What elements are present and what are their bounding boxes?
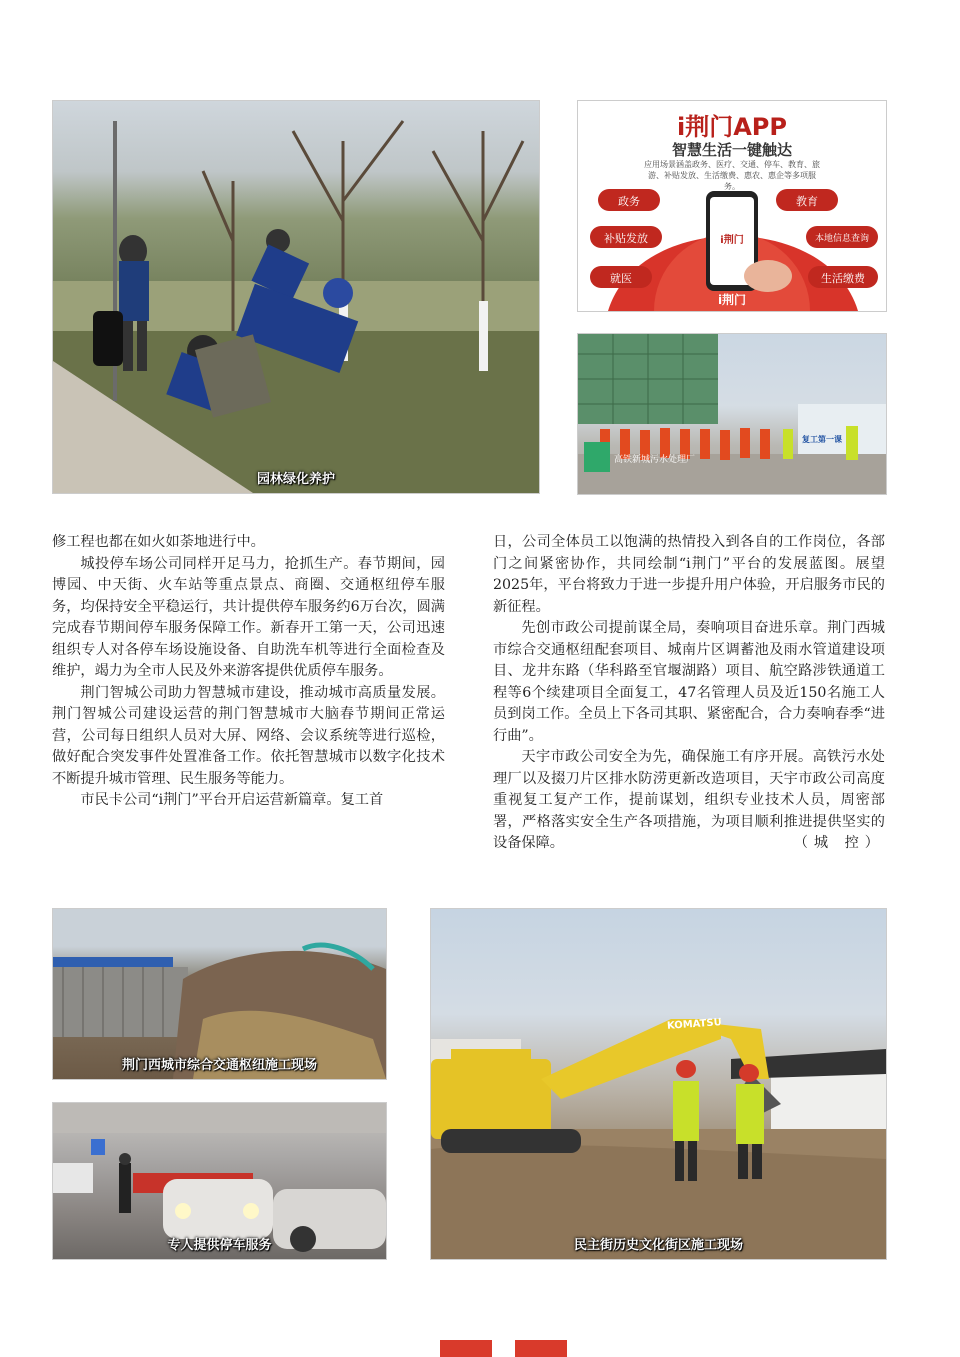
construction-caption: 荆门西城市综合交通枢纽施工现场 [121, 1058, 317, 1073]
right-paragraph-3 [493, 747, 885, 855]
right-text-column [493, 532, 885, 855]
meeting-illustration [578, 334, 886, 494]
parking-photo [52, 1102, 387, 1260]
app-tag-medical: 就医 [610, 272, 632, 285]
park-photo [52, 100, 540, 494]
right-paragraph-2: 先创市政公司提前谋全局，奏响项目奋进乐章。荆门西城市综合交通枢纽配套项目、城南片区调蓄池及雨水管道建设项目、龙井东路（华科路至官堰湖路）项目、航空路涉铁通道工程等6个续建项目全面复工，47名管理人员及近150名施工人员到岗工作。全员上下各司其职、紧密配合，合力奏响春季“进行曲”。 [493, 620, 885, 744]
park-caption: 园林绿化养护 [256, 472, 335, 487]
app-tag-info: 本地信息查询 [814, 234, 869, 244]
app-tag-edu: 教育 [796, 195, 818, 208]
phone-screen-text: i荆门 [720, 235, 744, 246]
excavator-caption: 民主街历史文化街区施工现场 [573, 1238, 743, 1253]
app-bottom-label: i荆门 [717, 293, 747, 307]
left-paragraph-3: 荆门智城公司助力智慧城市建设，推动城市高质量发展。荆门智城公司建设运营的荆门智慧城市大脑春节期间正常运营，公司每日组织人员对大屏、网络、会议系统等进行巡检，做好配合突发事件处置准备工作。依托智慧城市以数字化技术不断提升城市管理、民生服务等能力。 [52, 684, 445, 787]
left-text-column [52, 532, 445, 812]
meeting-banner-text: 复工第一课 [802, 435, 842, 444]
construction-photo [52, 908, 387, 1080]
app-tag-gov: 政务 [618, 195, 640, 208]
excavator-photo [430, 908, 887, 1260]
safety-meeting-photo [577, 333, 887, 495]
meeting-sign-text: 高铁新城污水处理厂 [614, 455, 696, 465]
article-signature: （城 控） [793, 835, 885, 851]
excavator-brand: KOMATSU [666, 1017, 723, 1032]
right-paragraph-1: 日，公司全体员工以饱满的热情投入到各自的工作岗位，各部门之间紧密协作，共同绘制“i荆门”平台的发展蓝图。展望2025年，平台将致力于进一步提升用户体验，开启服务市民的新征程。 [493, 534, 885, 615]
app-promo-image [577, 100, 887, 312]
app-tag-subsidy: 补贴发放 [604, 232, 648, 245]
page-marker-right [515, 1340, 567, 1357]
park-illustration [53, 101, 539, 493]
right-paragraph-3-text: 天宇市政公司安全为先，确保施工有序开展。高铁污水处理厂以及掇刀片区排水防涝更新改造项目，天宇市政公司高度重视复工复产工作，提前谋划，组织专业技术人员，周密部署，严格落实安全生产各项措施，为项目顺利推进提供坚实的设备保障。 [493, 749, 885, 851]
left-paragraph-4: 市民卡公司“i荆门”平台开启运营新篇章。复工首 [80, 792, 384, 808]
app-title: i荆门APP [677, 113, 787, 141]
parking-caption: 专人提供停车服务 [167, 1238, 272, 1253]
left-paragraph-2: 城投停车场公司同样开足马力，抢抓生产。春节期间，园博园、中天街、火车站等重点景点、商圈、交通枢纽停车服务，均保持安全平稳运行，共计提供停车服务约6万台次，圆满完成春节期间停车服务保障工作。新春开工第一天，公司迅速组织专人对各停车场设施设备、自助洗车机等进行全面检查及维护，竭力为全市人民及外来游客提供优质停车服务。 [52, 555, 445, 679]
app-tag-payment: 生活缴费 [821, 272, 865, 285]
app-description: 应用场景涵盖政务、医疗、交通、停车、教育、旅游、补贴发放、生活缴费、惠农、惠企等多项服务。 [644, 160, 820, 191]
app-subtitle: 智慧生活一键触达 [671, 141, 792, 159]
page-marker-left [440, 1340, 492, 1357]
left-paragraph-1: 修工程也都在如火如荼地进行中。 [52, 534, 265, 550]
excavator-illustration [431, 909, 886, 1259]
